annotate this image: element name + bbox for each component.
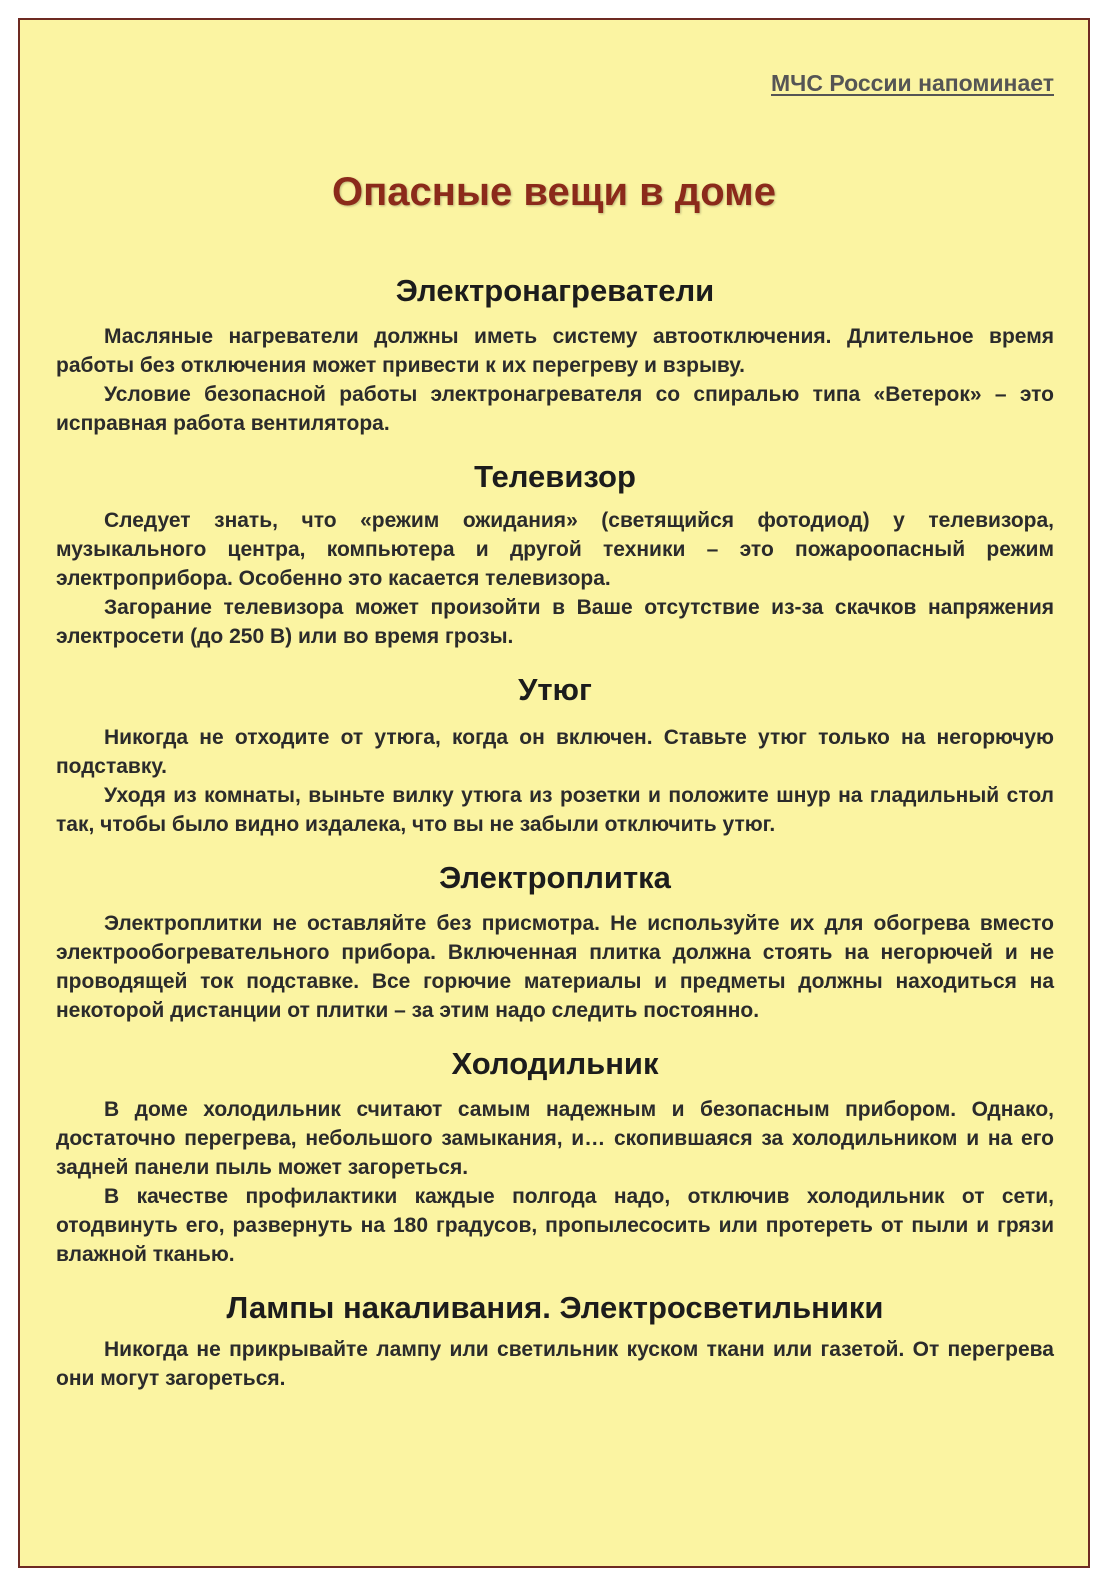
section-heaters [56, 272, 1054, 438]
page-title: Опасные вещи в доме [331, 170, 777, 214]
paragraph: Следует знать, что «режим ожидания» (светящийся фотодиод) у телевизора, музыкального центра, компьютера и другой техники – это пожароопасный режим электроприбора. Особенно это касается телевизора. [56, 509, 1054, 590]
section-heading: Телевизор [474, 459, 636, 494]
section-fridge [56, 1045, 1054, 1269]
paragraph: Условие безопасной работы электронагревателя со спиралью типа «Ветерок» – это исправная работа вентилятора. [56, 383, 1054, 435]
section-tv [56, 458, 1054, 651]
section-heading: Электроплитка [439, 860, 671, 895]
paragraph: Загорание телевизора может произойти в Ваше отсутствие из-за скачков напряжения электросети (до 250 В) или во время грозы. [56, 596, 1054, 648]
section-iron [56, 671, 1054, 839]
paragraph: Электроплитки не оставляйте без присмотра. Не используйте их для обогрева вместо электрообогревательного прибора. Включенная плитка должна стоять на негорючей и не проводящей ток подставке. Все горючие материалы и предметы должны находиться на некоторой дистанции от плитки – за этим надо следить постоянно. [56, 912, 1054, 1022]
paragraph: Никогда не прикрывайте лампу или светильник куском ткани или газетой. От перегрева они могут загореться. [56, 1338, 1054, 1390]
header-note: МЧС России напоминает [771, 70, 1054, 96]
poster-sheet [18, 18, 1090, 1568]
section-heading: Утюг [518, 672, 592, 707]
section-heading: Электронагреватели [395, 273, 715, 308]
paragraph: В доме холодильник считают самым надежным и безопасным прибором. Однако, достаточно перегрева, небольшого замыкания, и… скопившаяся за холодильником и на его задней панели пыль может загореться. [56, 1098, 1054, 1179]
section-heading: Лампы накаливания. Электросветильники [226, 1290, 884, 1325]
section-heading: Холодильник [451, 1046, 659, 1081]
paragraph: Никогда не отходите от утюга, когда он включен. Ставьте утюг только на негорючую подставку. [56, 726, 1054, 778]
section-hotplate [56, 859, 1054, 1025]
section-lamps [56, 1289, 1054, 1393]
paragraph: Масляные нагреватели должны иметь систему автоотключения. Длительное время работы без отключения может привести к их перегреву и взрыву. [56, 325, 1054, 377]
content [56, 272, 1054, 1413]
paragraph: Уходя из комнаты, выньте вилку утюга из розетки и положите шнур на гладильный стол так, чтобы было видно издалека, что вы не забыли отключить утюг. [56, 784, 1054, 836]
paragraph: В качестве профилактики каждые полгода надо, отключив холодильник от сети, отодвинуть его, развернуть на 180 градусов, пропылесосить или протереть от пыли и грязи влажной тканью. [56, 1185, 1054, 1266]
